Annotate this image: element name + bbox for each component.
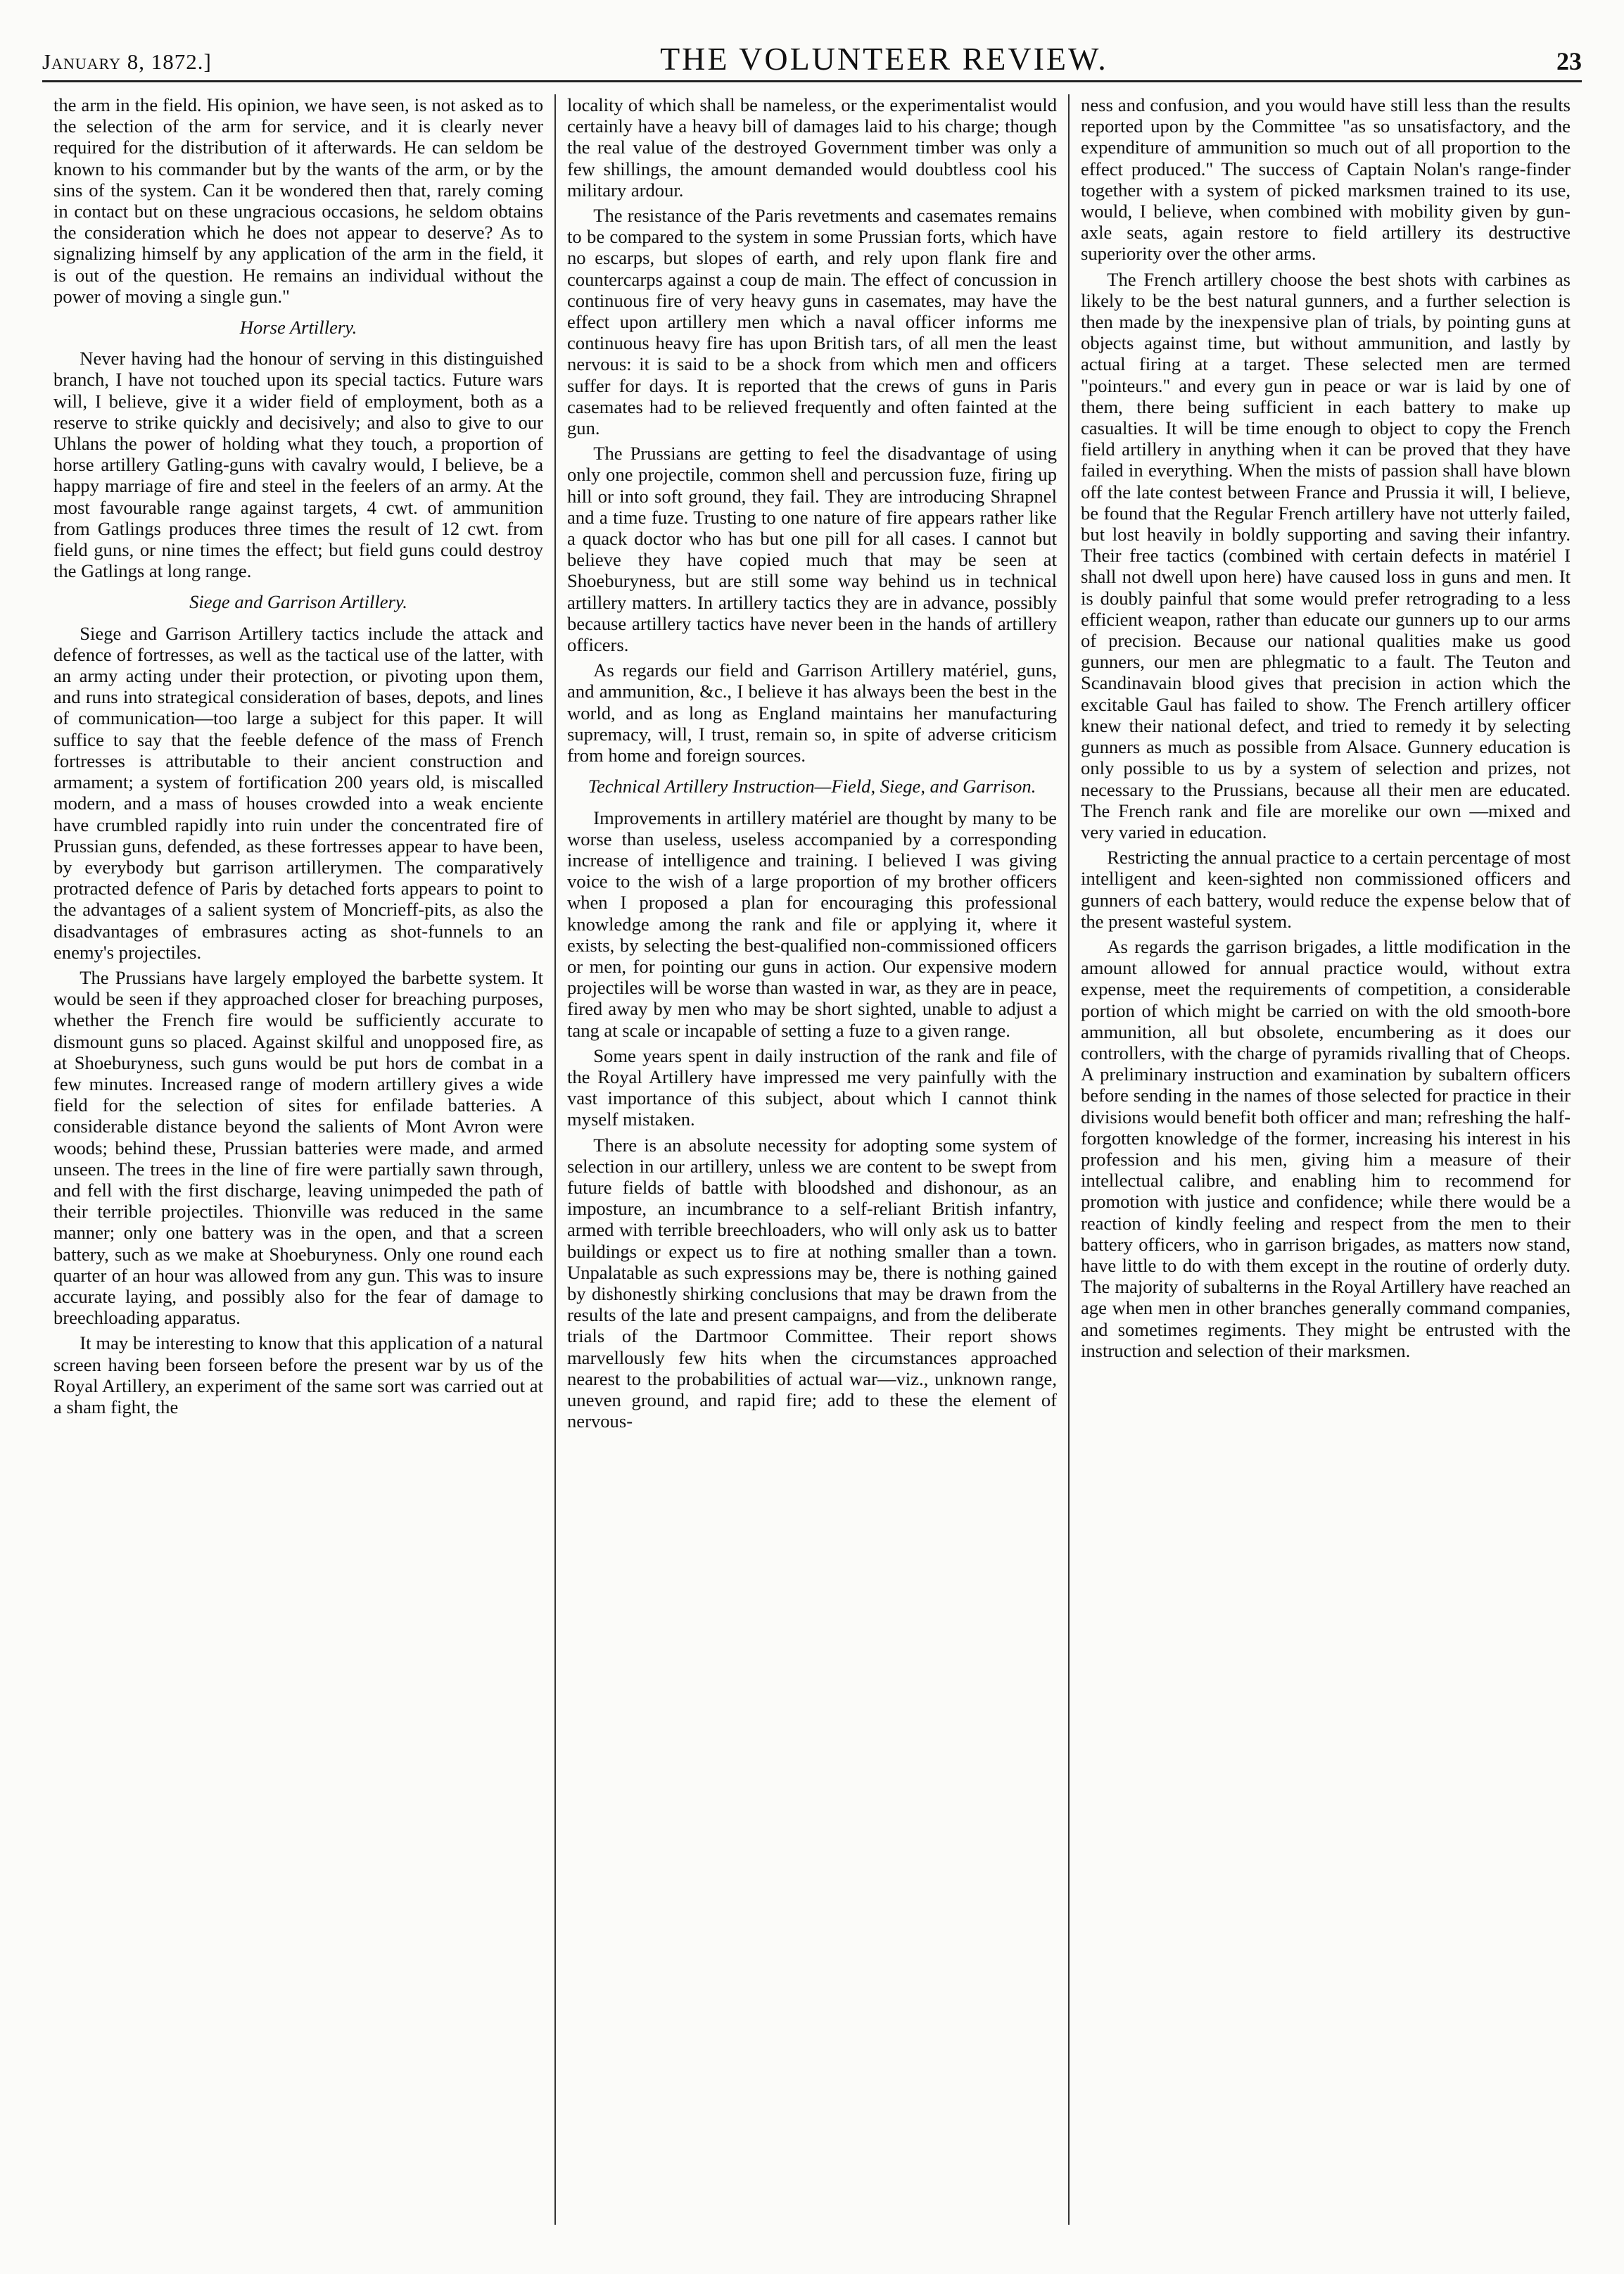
paragraph: There is an absolute necessity for adopting some system of selection in our artillery, unless we are content to be swept from future fields of battle with bloodshed and dishonour, as an imposture, an incumbrance to a self-reliant British infantry, armed with terrible breechloaders, who will only ask us to batter buildings or expect us to fire at nothing smaller than a town. Unpalatable as such expressions may be, there is nothing gained by dishonestly shirking conclusions that may be drawn from the results of the late and present campaigns, and from the deliberate trials of the Dartmoor Committee. Their report shows marvellously few hits when the circumstances approached nearest to the probabilities of actual war—viz., unknown range, uneven ground, and rapid fire; add to these the element of nervous- [567,1134,1057,1432]
text-column-1 [42,94,554,2225]
text-column-3 [1068,94,1582,2225]
text-column-2 [554,94,1068,2225]
section-heading: Siege and Garrison Artillery. [189,591,407,613]
paragraph: Never having had the honour of serving in this distinguished branch, I have not touched upon its special tactics. Future wars will, I believe, give it a wider field of employment, both as a reserve to strike quickly and decisively; and also to give to our Uhlans the power of holding what they touch, a proportion of horse artillery Gatling-guns with cavalry would, I believe, be a happy marriage of fire and steel in the feelers of an army. At the most favourable range against targets, 4 cwt. of ammunition from Gatlings produces three times the result of 12 cwt. from field guns, or nine times the effect; but field guns could destroy the Gatlings at long range. [53,348,543,582]
paragraph: As regards the garrison brigades, a little modification in the amount allowed for annual practice would, without extra expense, meet the requirements of competition, a considerable portion of which might be carried on with the old smooth-bore ammunition, all but obsolete, encumbering as it does our controllers, with the charge of pyramids rivalling that of Cheops. A preliminary instruction and examination by subaltern officers before sending in the names of those selected for practice in their divisions would benefit both officer and man; refreshing the half-forgotten knowledge of the former, increasing his interest in his profession and his men, giving him a measure of their intellectual calibre, and enabling him to recommend for promotion with justice and confidence; while there would be a reaction of kindly feeling and respect from the men to their battery officers, who in garrison brigades, as matters now stand, have little to do with them except in the routine of orderly duty. The majority of subalterns in the Royal Artillery have reached an age when men in other branches generally command companies, and sometimes regiments. They might be entrusted with the instruction and selection of their marksmen. [1081,935,1571,1361]
paragraph: Siege and Garrison Artillery tactics include the attack and defence of fortresses, as well as the tactical use of the latter, with an army acting under their protection, or pivoting upon them, and runs into strategical consideration of bases, depots, and lines of communication—too large a subject for this paper. It will suffice to say that the feeble defence of the mass of French fortresses is attributable to their ancient construction and armament; a system of fortification 200 years old, is miscalled modern, and a mass of houses crowded into a weak enciente have crumbled rapidly into ruin under the concentrated fire of Prussian guns, defended, as these fortresses appear to have been, by everybody but garrison artillerymen. The comparatively protracted defence of Paris by detached forts appears to point to the advantages of a salient system of Moncrieff-pits, as also the disadvantages of embrasures acting as shot-funnels to an enemy's projectiles. [53,622,543,963]
paragraph: Restricting the annual practice to a certain percentage of most intelligent and keen-sighted non commissioned officers and gunners of each battery, would reduce the expense below that of the present wasteful system. [1081,847,1571,932]
paragraph: locality of which shall be nameless, or the experimentalist would certainly have a heavy bill of damages laid to his charge; though the real value of the destroyed Government timber was only a few shillings, the amount demanded would doubtless cool his military ardour. [567,94,1057,201]
article-columns [42,94,1582,2225]
section-heading: Technical Artillery Instruction—Field, Siege, and Garrison. [588,776,1036,797]
issue-date: January 8, 1872.] [42,49,212,74]
publication-title: THE VOLUNTEER REVIEW. [660,41,1108,77]
paragraph: Some years spent in daily instruction of the rank and file of the Royal Artillery have impressed me very painfully with the vast importance of this subject, about which I cannot think myself mistaken. [567,1044,1057,1130]
paragraph: The Prussians are getting to feel the disadvantage of using only one projectile, common shell and percussion fuze, firing up hill or into soft ground, they fail. They are introducing Shrapnel and a time fuze. Trusting to one nature of fire appears rather like a quack doctor who has but one pill for all cases. I cannot but believe they have copied much that may be seen at Shoeburyness, but are still some way behind us in technical artillery matters. In artillery tactics they are in advance, possibly because artillery tactics have never been in the hands of artillery officers. [567,443,1057,656]
page-header [42,38,1582,82]
paragraph: As regards our field and Garrison Artillery matériel, guns, and ammunition, &c., I believe it has always been the best in the world, and as long as England maintains her manufacturing supremacy, will, I trust, remain so, in spite of adverse criticism from home and foreign sources. [567,659,1057,766]
paragraph: It may be interesting to know that this application of a natural screen having been forseen before the present war by us of the Royal Artillery, an experiment of the same sort was carried out at a sham fight, the [53,1332,543,1417]
paragraph: The French artillery choose the best shots with carbines as likely to be the best natural gunners, and a further selection is then made by the inexpensive plan of trials, by pointing guns at objects against time, but without ammunition, and lastly by actual firing at a target. These selected men are termed "pointeurs." and every gun in peace or war is laid by one of them, there being sufficient in each battery to make up casualties. It will be time enough to object to copy the French field artillery in anything when it can be proved that they have failed in everything. When the mists of passion shall have blown off the late contest between France and Prussia it will, I believe, be found that the Regular French artillery have not utterly failed, but lost heavily in boldly supporting and saving their infantry. Their free tactics (combined with certain defects in matériel I shall not dwell upon here) have caused loss in guns and men. It is doubly painful that some would prefer retrograding to a less efficient weapon, rather than educate our gunners up to our arms of precision. Because our national qualities make us good gunners, our men are phlegmatic to a fault. The Teuton and Scandinavain blood gives that precision in action which the excitable Gaul has failed to show. The French artillery officer knew their national defect, and tried to remedy it by selecting gunners as much as possible from Alsace. Gunnery education is only possible to us by a system of selection and prizes, not necessary to the Prussians, because all their men are educated. The French rank and file are morelike our own —mixed and very varied in education. [1081,268,1571,842]
page-number: 23 [1556,47,1582,75]
paragraph: the arm in the field. His opinion, we have seen, is not asked as to the selection of the arm for service, and it is clearly never required for the distribution of it afterwards. He can seldom be known to his commander but by the wants of the arm, or by the sins of the system. Can it be wondered then that, rarely coming in contact but on these ungracious occasions, he seldom obtains the consideration which he does not appear to deserve? As to signalizing himself by any application of the arm in the field, it is out of the question. He remains an individual without the power of moving a single gun." [53,94,543,307]
paragraph: The Prussians have largely employed the barbette system. It would be seen if they approached closer for breaching purposes, whether the French fire would be sufficiently accurate to dismount guns so placed. Against skilful and unopposed fire, as at Shoeburyness, such guns would be put hors de combat in a few minutes. Increased range of modern artillery gives a wide field for the selection of sites for enfilade batteries. A considerable distance beyond the salients of Mont Avron were woods; behind these, Prussian batteries were made, and armed unseen. The trees in the line of fire were partially sawn through, and fell with the first discharge, leaving unimpeded the path of their terrible projectiles. Thionville was reduced in the same manner; only one battery was in the open, and that a screen battery, such as we make at Shoeburyness. Only one round each quarter of an hour was allowed from any gun. This was to insure accurate laying, and possibly also for the fear of damage to breechloading apparatus. [53,966,543,1329]
paragraph: ness and confusion, and you would have still less than the results reported upon by the Committee "as so unsatisfactory, and the expenditure of ammunition so much out of all proportion to the effect produced." The success of Captain Nolan's range-finder together with a system of picked marksmen trained to its use, would, I believe, when combined with mobility given by gun-axle seats, again restore to field artillery its destructive superiority over the other arms. [1081,94,1571,265]
paragraph: The resistance of the Paris revetments and casemates remains to be compared to the system in some Prussian forts, which have no escarps, but slopes of earth, and rely upon flank fire and countercarps against a coup de main. The effect of concussion in continuous fire of very heavy guns in casemates, may have the effect upon artillery men which a naval officer informs me continuous heavy fire has upon British tars, of all men the least nervous: it is said to be a shock from which men and officers suffer for days. It is reported that the crews of guns in Paris casemates had to be relieved frequently and often fainted at the gun. [567,205,1057,439]
paragraph: Improvements in artillery matériel are thought by many to be worse than useless, useless accompanied by a corresponding increase of intelligence and training. I believed I was giving voice to the wish of a large proportion of my brother officers when I proposed a plan for encouraging this professional knowledge among the rank and file or applying it, where it exists, by selecting the best-qualified non-commissioned officers or men, for pointing our guns in action. Our expensive modern projectiles will be worse than wasted in war, as they are in peace, fired away by men who may be short sighted, unable to adjust a tang at scale or incapable of setting a fuze to a given range. [567,807,1057,1041]
section-heading: Horse Artillery. [239,317,357,339]
